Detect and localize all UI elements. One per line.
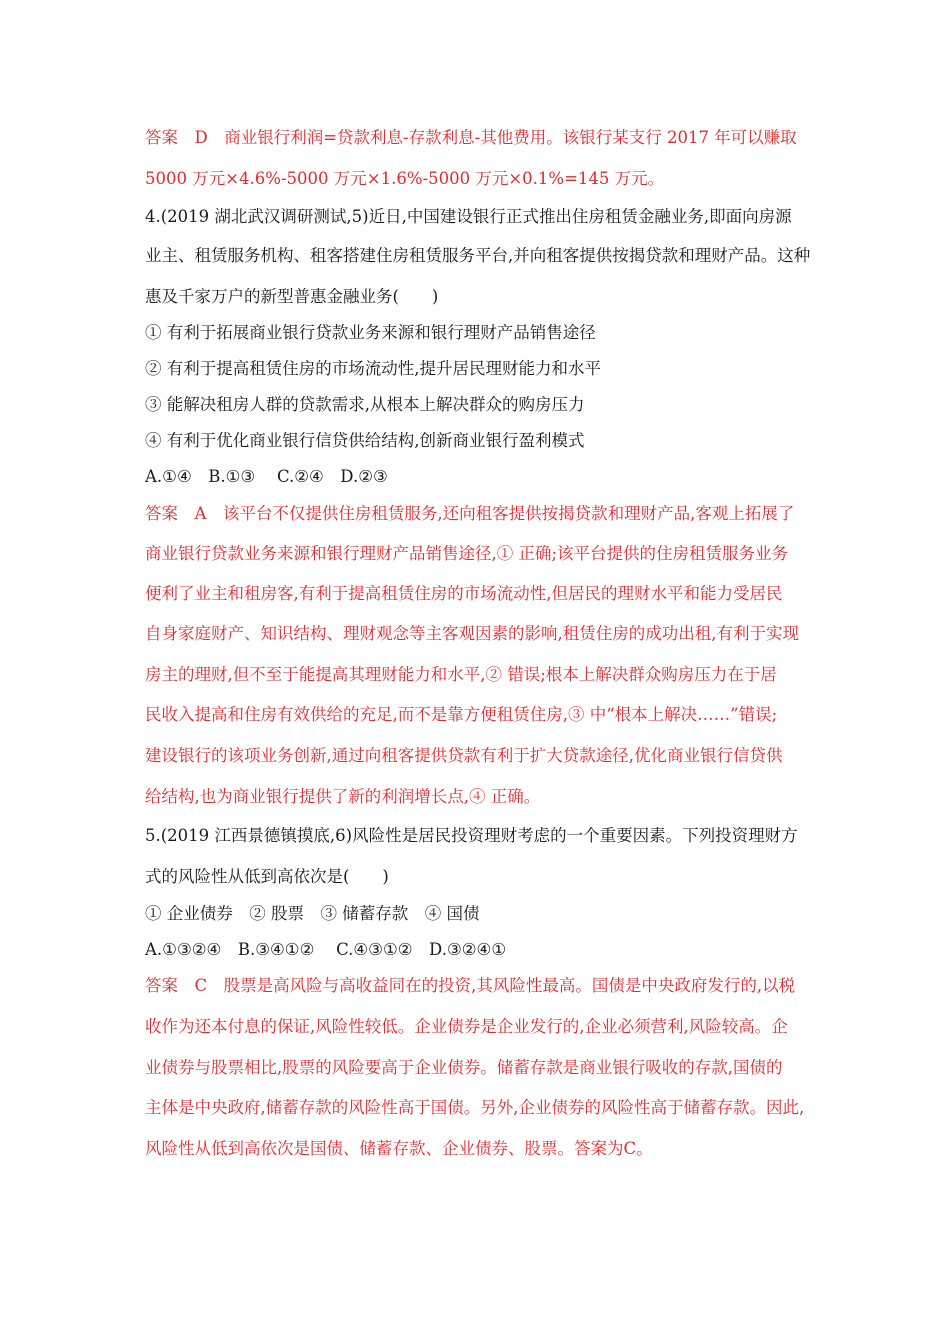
q3-answer-line: 5000 万元×4.6%-5000 万元×1.6%-5000 万元×0.1%=145 万元。 — [145, 169, 665, 188]
q5-answer-line: 收作为还本付息的保证,风险性较低。企业债券是企业发行的,企业必须营利,风险较高。企 — [145, 1017, 788, 1036]
q4-item: ② 有利于提高租赁住房的市场流动性,提升居民理财能力和水平 — [145, 359, 601, 378]
q4-options: A.①④ B.①③ C.②④ D.②③ — [145, 467, 388, 486]
q5-answer-line: 主体是中央政府,储蓄存款的风险性高于国债。另外,企业债券的风险性高于储蓄存款。因此, — [145, 1098, 805, 1117]
q5-answer-line: 答案 C 股票是高风险与高收益同在的投资,其风险性最高。国债是中央政府发行的,以税 — [145, 976, 796, 995]
q4-answer-line: 自身家庭财产、知识结构、理财观念等主客观因素的影响,租赁住房的成功出租,有利于实现 — [145, 624, 799, 643]
q4-stem-line: 惠及千家万户的新型普惠金融业务( ) — [145, 287, 439, 306]
q5-stem-line: 5.(2019 江西景德镇摸底,6)风险性是居民投资理财考虑的一个重要因素。下列投资理财方 — [145, 826, 798, 845]
q5-answer-line: 业债券与股票相比,股票的风险要高于企业债券。储蓄存款是商业银行吸收的存款,国债的 — [145, 1058, 783, 1077]
q4-answer-line: 便利了业主和租房客,有利于提高租赁住房的市场流动性,但居民的理财水平和能力受居民 — [145, 584, 783, 603]
q4-stem-line: 4.(2019 湖北武汉调研测试,5)近日,中国建设银行正式推出住房租赁金融业务,即面向房源 — [145, 207, 792, 226]
q3-answer-line: 答案 D 商业银行利润=贷款利息-存款利息-其他费用。该银行某支行 2017 年可以赚取 — [145, 128, 797, 147]
q4-answer-line: 给结构,也为商业银行提供了新的利润增长点,④ 正确。 — [145, 787, 541, 806]
q5-stem-line: 式的风险性从低到高依次是( ) — [145, 867, 389, 886]
q5-answer-line: 风险性从低到高依次是国债、储蓄存款、企业债券、股票。答案为C。 — [145, 1139, 653, 1158]
q4-item: ③ 能解决租房人群的贷款需求,从根本上解决群众的购房压力 — [145, 395, 585, 414]
q4-answer-line: 答案 A 该平台不仅提供住房租赁服务,还向租客提供按揭贷款和理财产品,客观上拓展了 — [145, 504, 795, 523]
q4-answer-line: 商业银行贷款业务来源和银行理财产品销售途径,① 正确;该平台提供的住房租赁服务业务 — [145, 544, 789, 563]
q5-options: A.①③②④ B.③④①② C.④③①② D.③②④① — [145, 940, 507, 959]
q4-item: ④ 有利于优化商业银行信贷供给结构,创新商业银行盈利模式 — [145, 431, 585, 450]
q4-answer-line: 民收入提高和住房有效供给的充足,而不是靠方便租赁住房,③ 中“根本上解决……”错误; — [145, 705, 778, 724]
q5-items: ① 企业债券 ② 股票 ③ 储蓄存款 ④ 国债 — [145, 904, 480, 923]
q4-stem-line: 业主、租赁服务机构、租客搭建住房租赁服务平台,并向租客提供按揭贷款和理财产品。这种 — [145, 246, 811, 265]
q4-answer-line: 房主的理财,但不至于能提高其理财能力和水平,② 错误;根本上解决群众购房压力在于居 — [145, 665, 777, 684]
q4-answer-line: 建设银行的该项业务创新,通过向租客提供贷款有利于扩大贷款途径,优化商业银行信贷供 — [145, 746, 783, 765]
q4-item: ① 有利于拓展商业银行贷款业务来源和银行理财产品销售途径 — [145, 323, 596, 342]
